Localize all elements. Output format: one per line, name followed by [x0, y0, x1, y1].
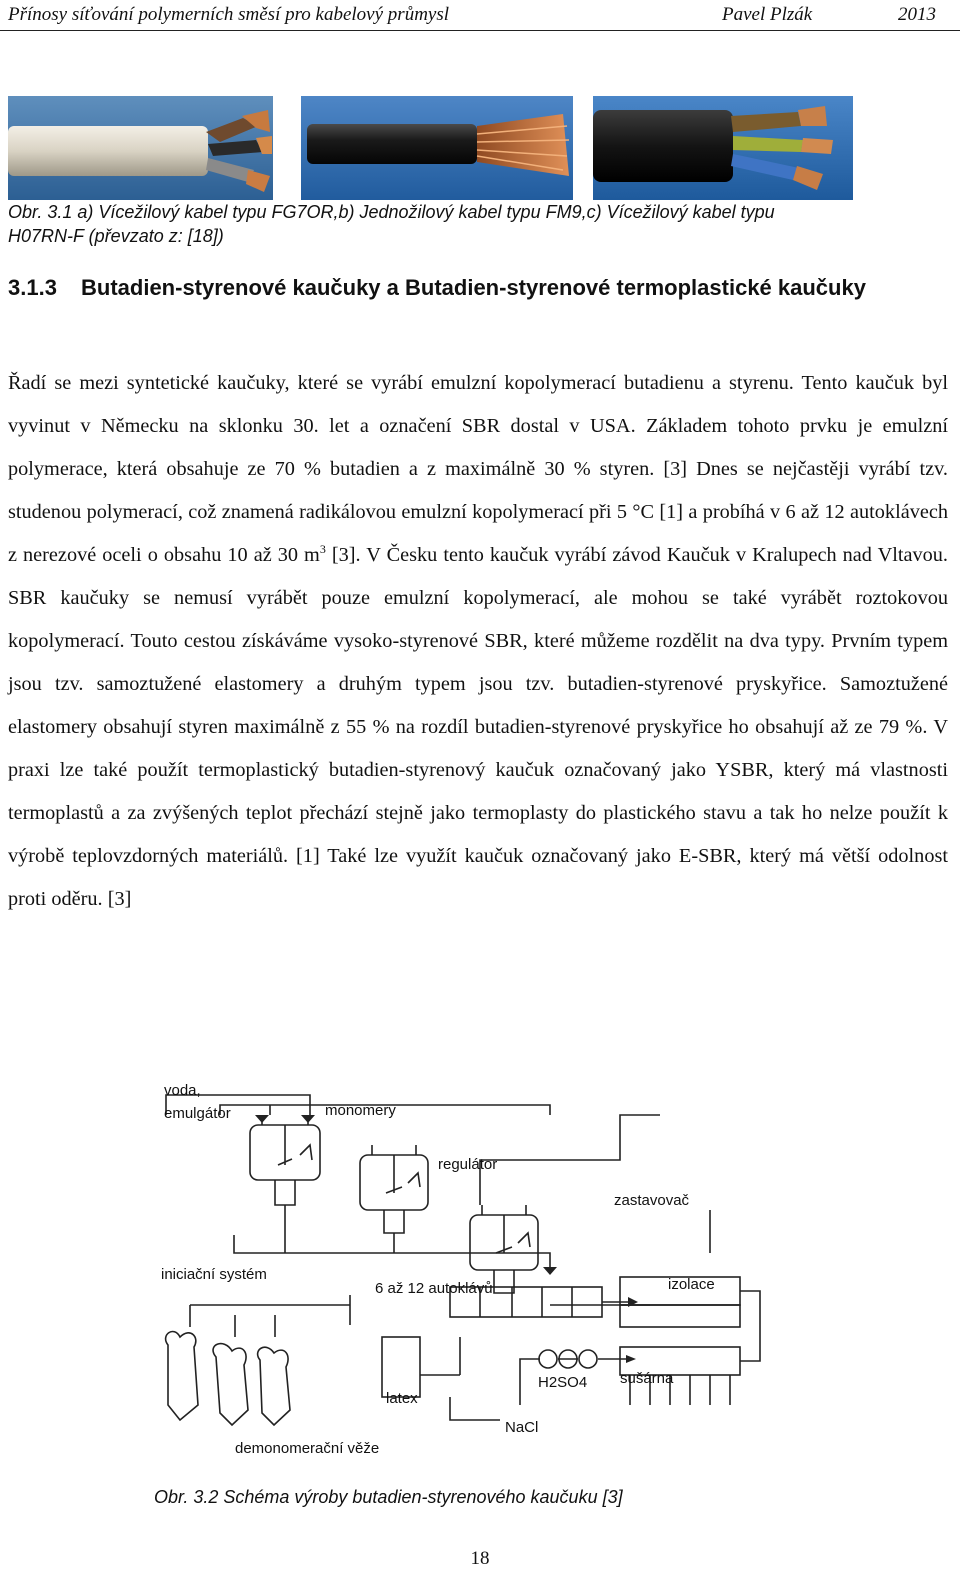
section-heading	[8, 273, 908, 302]
label-regulator: regulátor	[438, 1156, 498, 1173]
production-diagram	[150, 1075, 790, 1470]
label-autoklavy: 6 až 12 autoklávů	[375, 1280, 493, 1297]
running-header	[0, 0, 960, 31]
label-izolace: izolace	[668, 1276, 715, 1293]
page-number: 18	[470, 1548, 490, 1569]
figure1-caption-line1: Obr. 3.1 a) Vícežilový kabel typu FG7OR,b) Jednožilový kabel typu FM9,c) Vícežilový kabel typu	[8, 202, 775, 222]
section-title: Butadien-styrenové kaučuky a Butadien-styrenové termoplastické kaučuky	[81, 275, 866, 300]
superscript-3: 3	[319, 542, 326, 557]
label-zastavovac: zastavovač	[614, 1192, 690, 1209]
cable-photo-a	[8, 96, 273, 200]
cable-photos	[8, 96, 868, 200]
header-year: 2013	[898, 4, 936, 25]
label-voda: voda,	[164, 1082, 201, 1099]
figure1-caption-line2: H07RN-F (převzato z: [18])	[8, 226, 224, 246]
body-text	[8, 362, 948, 921]
label-h2so4: H2SO4	[538, 1374, 588, 1391]
label-nacl: NaCl	[505, 1419, 539, 1436]
cable-photo-b	[301, 96, 573, 200]
header-title: Přínosy síťování polymerních směsí pro kabelový průmysl	[8, 4, 450, 25]
label-susarna: sušárna	[620, 1370, 674, 1387]
label-iniciacni-system: iniciační systém	[161, 1266, 267, 1283]
header-author: Pavel Plzák	[722, 4, 813, 25]
section-number: 3.1.3	[8, 275, 57, 300]
body-paragraph	[8, 362, 948, 921]
label-emulgator: emulgátor	[164, 1105, 231, 1122]
label-monomery: monomery	[325, 1102, 396, 1119]
cable-photo-c	[593, 96, 853, 200]
figure2-caption: Obr. 3.2 Schéma výroby butadien-styrenového kaučuku [3]	[154, 1487, 623, 1507]
body-part1: Řadí se mezi syntetické kaučuky, které se vyrábí emulzní kopolymerací butadienu a styrenu. Tento kaučuk byl vyvinut v Německu na sklonku 30. let a označení SBR dostal v USA. Základem tohoto prvku je emulzní polymerace, která obsahuje ze 70 % butadien a z maximálně 30 % styren. [3] Dnes se nejčastěji vyrábí tzv. studenou polymerací, což znamená radikálovou emulzní kopolymerací při 5 °C [1] a probíhá v 6 až 12 autoklávech z nerezové oceli o obsahu 10 až 30 m	[8, 372, 948, 566]
body-part2: [3]. V Česku tento kaučuk vyrábí závod Kaučuk v Kralupech nad Vltavou. SBR kaučuky se nemusí vyrábět pouze emulzní kopolymerací, ale mohou se také vyrábět roztokovou kopolymerací. Touto cestou získáváme vysoko-styrenové SBR, které můžeme rozdělit na dva typy. Prvním typem jsou tzv. samoztužené elastomery a druhým typem jsou tzv. butadien-styrenové pryskyřice. Samoztužené elastomery obsahují styren maximálně z 55 % na rozdíl butadien-styrenové pryskyřice ho obsahují až ze 79 %. V praxi lze také použít termoplastický butadien-styrenový kaučuk označovaný jako YSBR, který má vlastnosti termoplastů a za zvýšených teplot přechází stejně jako termoplasty do plastického stavu a tak ho nelze použít k výrobě teplovzdorných materiálů. [1] Také lze využít kaučuk označovaný jako E-SBR, který má větší odolnost proti oděru. [3]	[8, 544, 948, 910]
label-latex: latex	[386, 1390, 418, 1407]
label-demonomeracni-veze: demonomerační věže	[235, 1440, 380, 1457]
